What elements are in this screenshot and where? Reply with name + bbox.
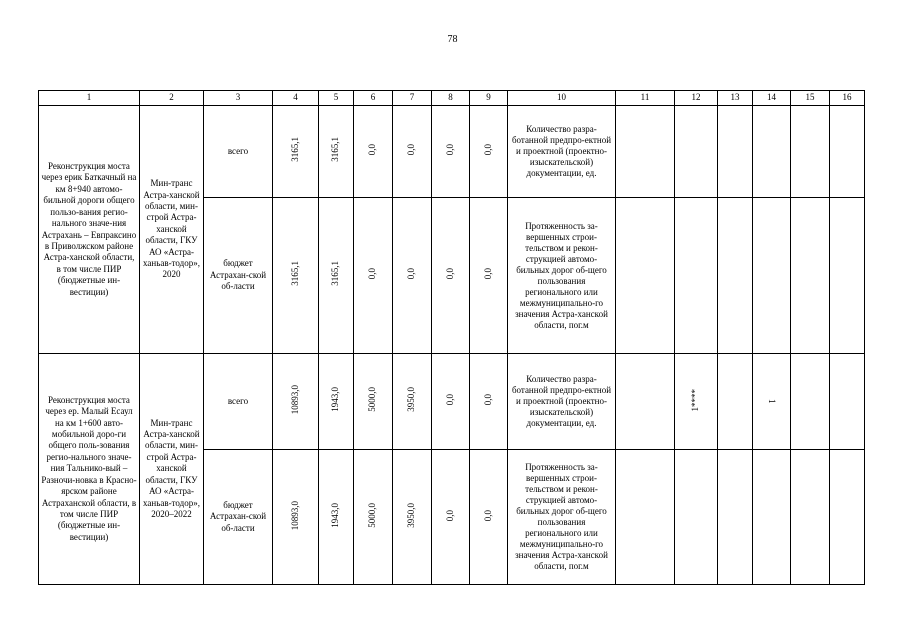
value-col-11 [616,354,675,450]
value-col-11 [616,198,675,354]
column-number: 2 [140,91,204,106]
value-col-5: 3165,1 [319,198,354,354]
value-col-6: 0,0 [354,106,393,198]
value-col-4: 3165,1 [273,106,319,198]
value-col-16 [830,106,865,198]
indicator-text: Количество разра-ботанной предпро-ектной и проектной (проектно-изыскательской) документации, ед. [508,354,616,450]
value-col-8: 0,0 [432,198,470,354]
value-col-6: 5000,0 [354,450,393,585]
value-col-13 [718,354,753,450]
value-col-12 [675,198,718,354]
value-col-5: 1943,0 [319,354,354,450]
column-number: 4 [273,91,319,106]
page-number: 78 [447,34,458,45]
value-col-9: 0,0 [470,450,508,585]
value-col-15 [791,198,830,354]
indicator-text: Протяженность за-вершенных строи-тельством и рекон-струкцией автомо-бильных дорог об-щего пользования регионального или межмуниципально-го значения Астра-ханской области, пог.м [508,450,616,585]
value-col-9: 0,0 [470,198,508,354]
value-col-4: 10893,0 [273,450,319,585]
value-col-13 [718,450,753,585]
value-col-9: 0,0 [470,354,508,450]
value-col-11 [616,106,675,198]
funding-source: всего [204,354,273,450]
column-number: 15 [791,91,830,106]
value-col-16 [830,354,865,450]
column-number: 12 [675,91,718,106]
project-title: Реконструкция моста через ер. Малый Есаул на км 1+600 авто-мобильной доро-ги общего поль-зования регио-нального значе-ния Тальнико-вый – Разночи-новка в Красно-ярском районе Астраханской области, в том числе ПИР (бюджетные ин-вестиции) [39,354,140,585]
value-col-7: 0,0 [393,106,432,198]
column-number: 14 [753,91,791,106]
value-col-14: 1 [753,354,791,450]
value-col-12 [675,106,718,198]
column-number-row [39,91,865,106]
value-col-16 [830,198,865,354]
value-col-15 [791,450,830,585]
value-col-8: 0,0 [432,106,470,198]
column-number: 9 [470,91,508,106]
program-table [38,90,865,585]
value-col-6: 5000,0 [354,354,393,450]
column-number: 8 [432,91,470,106]
column-number: 3 [204,91,273,106]
column-number: 16 [830,91,865,106]
value-col-15 [791,106,830,198]
value-col-11 [616,450,675,585]
value-col-6: 0,0 [354,198,393,354]
value-col-13 [718,198,753,354]
project-customer: Мин-транс Астра-ханской области, мин-строй Астра-ханской области, ГКУ АО «Астра-ханьав-тодор», 2020–2022 [140,354,204,585]
value-col-14 [753,106,791,198]
value-col-7: 3950,0 [393,450,432,585]
value-col-5: 1943,0 [319,450,354,585]
value-col-9: 0,0 [470,106,508,198]
value-col-7: 0,0 [393,198,432,354]
funding-source: бюджет Астрахан-ской об-ласти [204,198,273,354]
column-number: 1 [39,91,140,106]
column-number: 7 [393,91,432,106]
funding-source: бюджет Астрахан-ской об-ласти [204,450,273,585]
column-number: 11 [616,91,675,106]
table-row [39,354,865,450]
value-col-12 [675,450,718,585]
value-col-14 [753,450,791,585]
column-number: 10 [508,91,616,106]
column-number: 6 [354,91,393,106]
value-col-4: 10893,0 [273,354,319,450]
indicator-text: Протяженность за-вершенных строи-тельством и рекон-струкцией автомо-бильных дорог об-щего пользования регионального или межмуниципально-го значения Астра-ханской области, пог.м [508,198,616,354]
project-title: Реконструкция моста через ерик Баткачный на км 8+940 автомо-бильной дороги общего пользо-вания регио-нального значе-ния Астрахань – Евпраксино в Приволжском районе Астра-ханской области, в том числе ПИР (бюджетные ин-вестиции) [39,106,140,354]
value-col-8: 0,0 [432,450,470,585]
value-col-7: 3950,0 [393,354,432,450]
value-col-13 [718,106,753,198]
value-col-5: 3165,1 [319,106,354,198]
value-col-14 [753,198,791,354]
column-number: 13 [718,91,753,106]
value-col-16 [830,450,865,585]
value-col-4: 3165,1 [273,198,319,354]
indicator-text: Количество разра-ботанной предпро-ектной и проектной (проектно-изыскательской) документации, ед. [508,106,616,198]
column-number: 5 [319,91,354,106]
value-col-15 [791,354,830,450]
table-row [39,106,865,198]
value-col-12: 1**** [675,354,718,450]
project-customer: Мин-транс Астра-ханской области, мин-строй Астра-ханской области, ГКУ АО «Астра-ханьав-тодор», 2020 [140,106,204,354]
value-col-8: 0,0 [432,354,470,450]
funding-source: всего [204,106,273,198]
